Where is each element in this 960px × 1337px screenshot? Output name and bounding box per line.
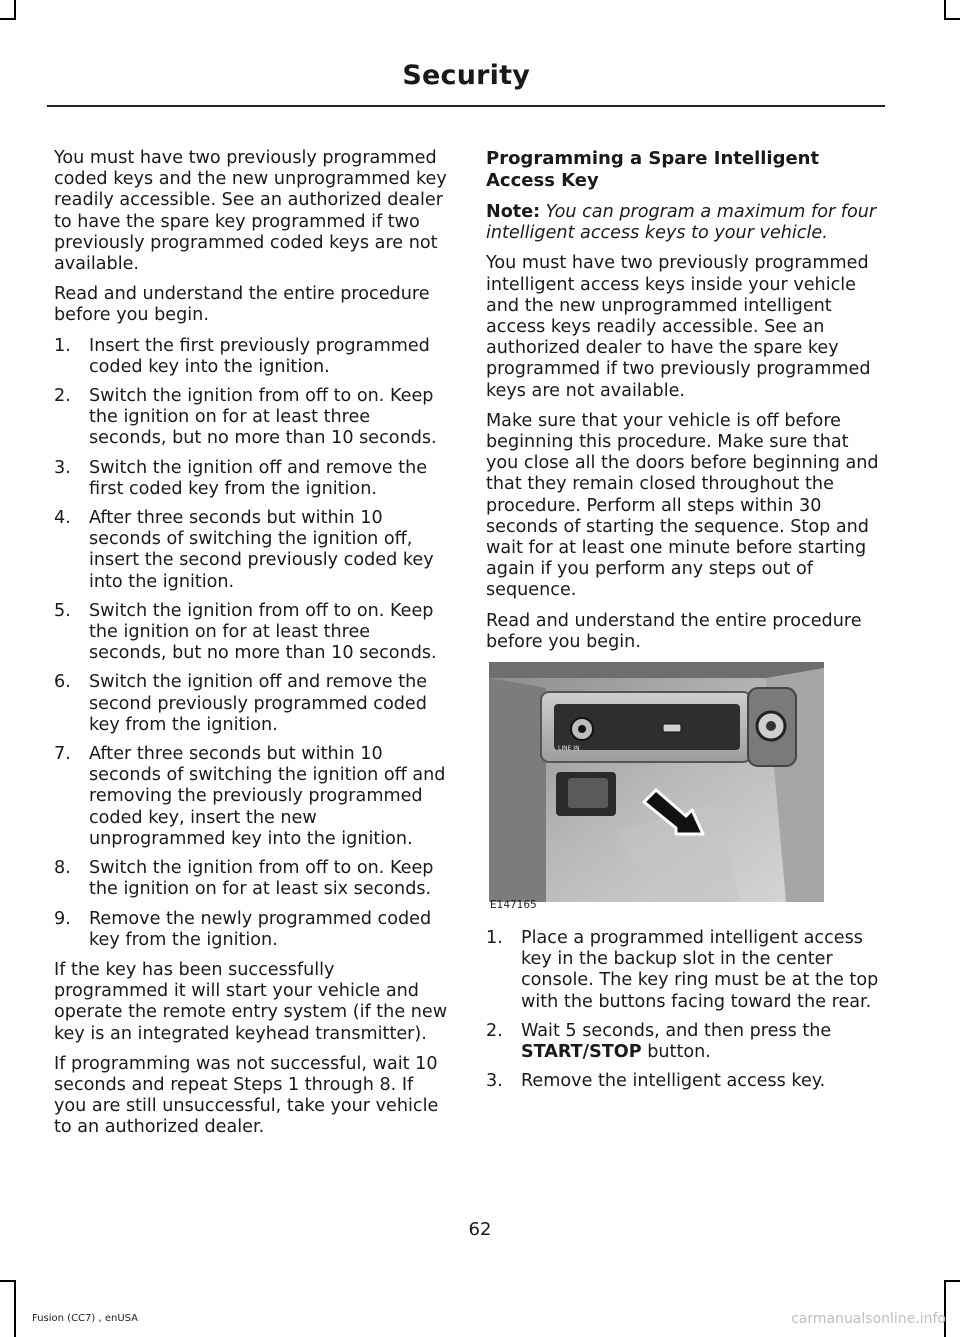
step-text: After three seconds but within 10 seconds of switching the ignition off, insert the second previously coded key into the ignition. xyxy=(89,508,434,592)
page-title: Security xyxy=(402,60,530,91)
step-text: Insert the first previously programmed coded key into the ignition. xyxy=(89,335,430,377)
paragraph: Read and understand the entire procedure before you begin. xyxy=(54,284,430,326)
watermark: carmanualsonline.info xyxy=(791,1311,946,1327)
step-number: 5. xyxy=(54,600,71,621)
step-number: 8. xyxy=(54,858,71,879)
crop-mark xyxy=(944,1280,946,1337)
note-label: Note: xyxy=(486,202,541,222)
paragraph: If programming was not successful, wait 10 seconds and repeat Steps 1 through 8. If you are still unsuccessful, take your vehicle to an authorized dealer. xyxy=(54,1053,439,1138)
step-number: 6. xyxy=(54,672,71,693)
step-list xyxy=(54,336,450,951)
step-text: Switch the ignition from off to on. Keep the ignition on for at least six seconds. xyxy=(89,858,434,900)
note xyxy=(486,202,882,244)
list-item xyxy=(486,1071,882,1092)
left-wall xyxy=(489,678,546,902)
list-item xyxy=(54,508,450,593)
paragraph: If the key has been successfully programmed it will start your vehicle and operate the remote entry system (if the new key is an integrated keyhead transmitter). xyxy=(54,959,448,1044)
step-text: Place a programmed intelligent access key in the backup slot in the center console. The key ring must be at the top with the buttons facing toward the rear. xyxy=(521,928,879,1012)
step-text: Remove the intelligent access key. xyxy=(521,1071,826,1092)
step-text: Wait 5 seconds, and then press the xyxy=(521,1020,832,1041)
left-column xyxy=(54,148,450,1148)
step-number: 9. xyxy=(54,908,71,929)
console-backup-slot-illustration xyxy=(486,662,824,911)
jack-hole xyxy=(578,725,586,733)
right-column xyxy=(486,148,882,1101)
step-number: 3. xyxy=(54,457,71,478)
step-text: Switch the ignition from off to on. Keep the ignition on for at least three seconds, but no more than 10 seconds. xyxy=(89,600,437,664)
list-item xyxy=(54,458,450,500)
list-item xyxy=(54,744,450,850)
paragraph: Read and understand the entire procedure before you begin. xyxy=(486,610,862,652)
step-number: 1. xyxy=(486,928,503,949)
section-heading: Programming a Spare Intelligent Access Key xyxy=(486,148,820,191)
paragraph: You must have two previously programmed intelligent access keys inside your vehicle and the new unprogrammed intelligent access keys readily accessible. See an authorized dealer to have the spare key programmed if two previously programmed keys are not available. xyxy=(486,253,871,401)
paragraph: Make sure that your vehicle is off before beginning this procedure. Make sure that you close all the doors before beginning and that they remain closed throughout the procedure. Perform all steps within 30 seconds of starting the sequence. Stop and wait for at least one minute before starting again if you perform any steps out of sequence. xyxy=(486,410,879,601)
step-text: Remove the newly programmed coded key from the ignition. xyxy=(89,908,432,950)
step-text: After three seconds but within 10 seconds of switching the ignition off and removing the previously programmed coded key, insert the new unprogrammed key into the ignition. xyxy=(89,744,446,849)
backup-slot-pocket xyxy=(568,778,608,808)
figure-id: E147165 xyxy=(490,898,537,911)
step-text: Switch the ignition from off to on. Keep the ignition on for at least three seconds, but no more than 10 seconds. xyxy=(89,386,437,449)
crop-mark xyxy=(944,0,946,20)
list-item xyxy=(54,858,450,900)
step-text: button. xyxy=(641,1042,711,1063)
usb-port xyxy=(663,724,681,732)
footer-text: Fusion (CC7) , enUSA xyxy=(32,1313,139,1324)
crop-mark xyxy=(944,1280,960,1282)
list-item xyxy=(54,386,450,450)
top-trim xyxy=(489,662,824,678)
list-item xyxy=(54,909,450,951)
crop-mark xyxy=(14,1280,16,1337)
step-number: 7. xyxy=(54,744,71,765)
header-divider xyxy=(47,105,885,107)
step-list xyxy=(486,928,882,1092)
step-text: Switch the ignition off and remove the first coded key from the ignition. xyxy=(89,457,428,499)
start-stop-label: START/STOP xyxy=(521,1042,642,1063)
step-number: 3. xyxy=(486,1071,503,1092)
line-in-label: LINE IN xyxy=(558,745,580,753)
illustration-svg xyxy=(486,662,824,908)
crop-mark xyxy=(944,18,960,20)
list-item xyxy=(486,928,882,1013)
step-number: 2. xyxy=(486,1020,503,1041)
step-number: 2. xyxy=(54,386,71,407)
step-text: Switch the ignition off and remove the second previously programmed coded key from the ignition. xyxy=(89,672,428,735)
page-number: 62 xyxy=(468,1219,492,1240)
outlet-center xyxy=(766,721,776,731)
step-number: 1. xyxy=(54,335,71,356)
note-text: You can program a maximum for four intelligent access keys to your vehicle. xyxy=(486,202,877,244)
list-item xyxy=(54,601,450,665)
list-item xyxy=(54,336,450,378)
crop-mark xyxy=(0,18,16,20)
list-item xyxy=(54,672,450,736)
crop-mark xyxy=(0,1280,16,1282)
step-number: 4. xyxy=(54,508,71,529)
list-item xyxy=(486,1021,882,1063)
crop-mark xyxy=(14,0,16,20)
paragraph: You must have two previously programmed coded keys and the new unprogrammed key readily accessible. See an authorized dealer to have the spare key programmed if two previously programmed coded keys are not available. xyxy=(54,148,447,275)
